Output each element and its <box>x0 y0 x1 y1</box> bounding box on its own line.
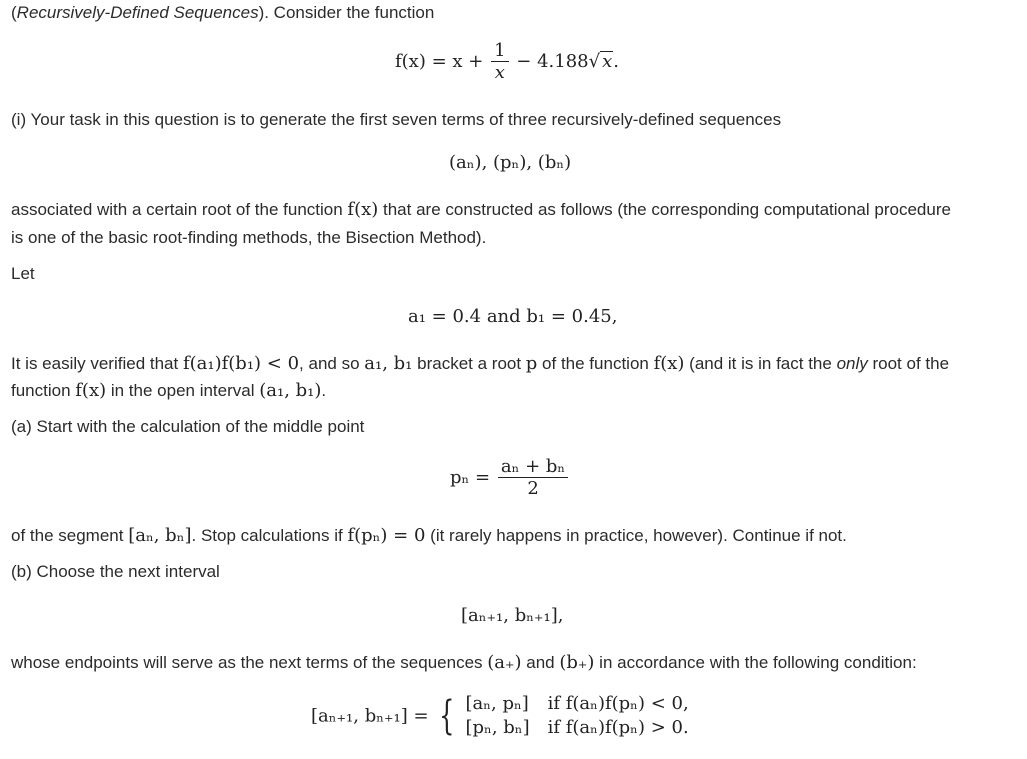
intro-line: (Recursively-Defined Sequences). Consider the function <box>11 3 435 22</box>
step-a-label: (a) Start with the calculation of the middle point <box>11 417 365 436</box>
initial-values-equation: a₁ = 0.4 and b₁ = 0.45, <box>408 306 618 327</box>
bracket-line-2: function f(x) in the open interval (a₁, b₁). <box>11 380 327 401</box>
assoc-line-2: is one of the basic root-finding methods, the Bisection Method). <box>11 228 487 247</box>
let-label: Let <box>11 264 35 283</box>
left-brace: { <box>439 693 455 739</box>
assoc-line-1: associated with a certain root of the function f(x) that are constructed as follows (the corresponding computational procedure <box>11 199 951 220</box>
function-equation: f(x) = x + $\frac{1}{x}$ − 4.188√ x. <box>395 40 619 83</box>
next-interval-display: [aₙ₊₁, bₙ₊₁], <box>461 605 564 626</box>
bracket-line-1: It is easily verified that f(a₁)f(b₁) < 0, and so a₁, b₁ bracket a root p of the function f(x) (and it is in fact the only root of the <box>11 353 950 374</box>
endpoints-line: whose endpoints will serve as the next terms of the sequences (a₊) and (b₊) in accordance with the following condition: <box>11 652 917 673</box>
condition-equation: [aₙ₊₁, bₙ₊₁] = { [aₙ, pₙ] if f(aₙ)f(pₙ) < 0, [pₙ, bₙ] if f(aₙ)f(pₙ) > 0. <box>311 692 695 740</box>
one-over-x-fraction: $\frac{1}{x}$ <box>491 40 508 83</box>
segment-line: of the segment [aₙ, bₙ]. Stop calculations if f(pₙ) = 0 (it rarely happens in practice, however). Continue if not. <box>11 525 847 546</box>
midpoint-equation: pₙ = $\frac{\text{aₙ + bₙ}}{2}$ <box>450 456 570 499</box>
case-row: [pₙ, bₙ] if f(aₙ)f(pₙ) > 0. <box>465 717 689 738</box>
cases-table <box>465 692 694 740</box>
step-b-label: (b) Choose the next interval <box>11 562 220 581</box>
case-row: [aₙ, pₙ] if f(aₙ)f(pₙ) < 0, <box>465 693 689 714</box>
sequences-display: (aₙ), (pₙ), (bₙ) <box>449 152 572 173</box>
part-i-text: (i) Your task in this question is to generate the first seven terms of three recursively-defined sequences <box>11 110 782 129</box>
topic-title: Recursively-Defined Sequences <box>16 3 259 22</box>
midpoint-fraction: $\frac{\text{aₙ + bₙ}}{2}$ <box>498 456 568 499</box>
